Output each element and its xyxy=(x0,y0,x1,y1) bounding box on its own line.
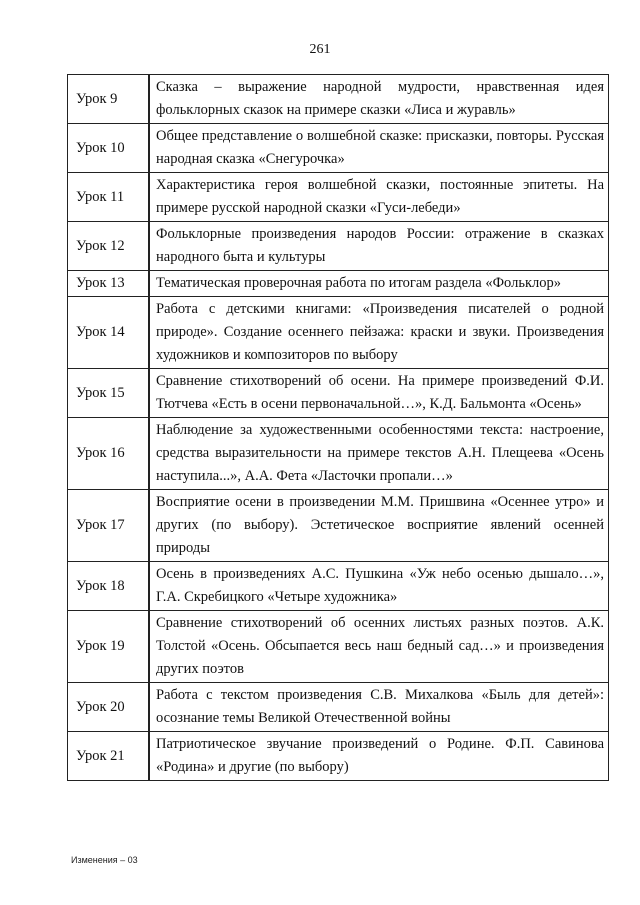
lesson-number: Урок 15 xyxy=(68,369,149,418)
table-row xyxy=(68,124,609,173)
lesson-topic: Тематическая проверочная работа по итогам раздела «Фольклор» xyxy=(149,271,609,297)
table-row xyxy=(68,297,609,369)
table-row xyxy=(68,173,609,222)
lesson-number: Урок 18 xyxy=(68,562,149,611)
lesson-topic: Работа с текстом произведения С.В. Михалкова «Быль для детей»: осознание темы Великой Отечественной войны xyxy=(149,683,609,732)
lesson-topic: Восприятие осени в произведении М.М. Пришвина «Осеннее утро» и других (по выбору). Эстетическое восприятие явлений осенней природы xyxy=(149,490,609,562)
revision-note: Изменения – 03 xyxy=(71,855,138,865)
table-row xyxy=(68,75,609,124)
table-row xyxy=(68,369,609,418)
lesson-number: Урок 9 xyxy=(68,75,149,124)
lesson-topic: Фольклорные произведения народов России: отражение в сказках народного быта и культуры xyxy=(149,222,609,271)
lesson-number: Урок 17 xyxy=(68,490,149,562)
table-row xyxy=(68,611,609,683)
table-row xyxy=(68,490,609,562)
table-row xyxy=(68,418,609,490)
lesson-number: Урок 14 xyxy=(68,297,149,369)
lesson-topic: Характеристика героя волшебной сказки, постоянные эпитеты. На примере русской народной сказки «Гуси-лебеди» xyxy=(149,173,609,222)
lesson-topic: Общее представление о волшебной сказке: присказки, повторы. Русская народная сказка «Снегурочка» xyxy=(149,124,609,173)
lesson-number: Урок 11 xyxy=(68,173,149,222)
lesson-plan-table xyxy=(67,74,609,781)
lesson-topic: Патриотическое звучание произведений о Родине. Ф.П. Савинова «Родина» и другие (по выбору) xyxy=(149,732,609,781)
lesson-topic: Работа с детскими книгами: «Произведения писателей о родной природе». Создание осеннего пейзажа: краски и звуки. Произведения художников и композиторов по выбору xyxy=(149,297,609,369)
table-row xyxy=(68,562,609,611)
lesson-number: Урок 12 xyxy=(68,222,149,271)
table-row xyxy=(68,222,609,271)
table-row xyxy=(68,732,609,781)
lesson-plan-body xyxy=(68,75,609,781)
lesson-number: Урок 16 xyxy=(68,418,149,490)
lesson-number: Урок 21 xyxy=(68,732,149,781)
lesson-number: Урок 13 xyxy=(68,271,149,297)
lesson-topic: Осень в произведениях А.С. Пушкина «Уж небо осенью дышало…», Г.А. Скребицкого «Четыре художника» xyxy=(149,562,609,611)
lesson-topic: Сравнение стихотворений об осени. На примере произведений Ф.И. Тютчева «Есть в осени первоначальной…», К.Д. Бальмонта «Осень» xyxy=(149,369,609,418)
lesson-number: Урок 19 xyxy=(68,611,149,683)
lesson-number: Урок 20 xyxy=(68,683,149,732)
lesson-number: Урок 10 xyxy=(68,124,149,173)
table-row xyxy=(68,271,609,297)
table-row xyxy=(68,683,609,732)
lesson-topic: Наблюдение за художественными особенностями текста: настроение, средства выразительности на примере текстов А.Н. Плещеева «Осень наступила...», А.А. Фета «Ласточки пропали…» xyxy=(149,418,609,490)
page-number: 261 xyxy=(309,42,331,57)
lesson-topic: Сравнение стихотворений об осенних листьях разных поэтов. А.К. Толстой «Осень. Обсыпается весь наш бедный сад…» и произведения других поэтов xyxy=(149,611,609,683)
lesson-topic: Сказка – выражение народной мудрости, нравственная идея фольклорных сказок на примере сказки «Лиса и журавль» xyxy=(149,75,609,124)
